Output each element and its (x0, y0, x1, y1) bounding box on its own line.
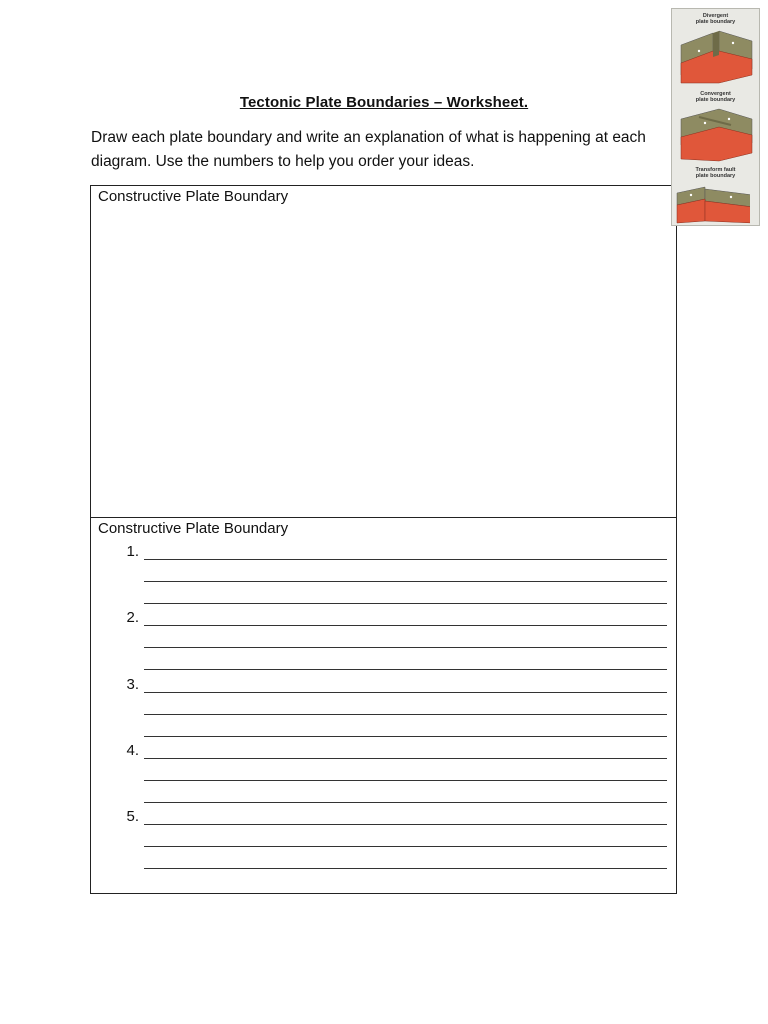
instructions-text: Draw each plate boundary and write an explanation of what is happening at each diagram. Use the numbers to help you order your ideas. (91, 129, 646, 170)
explanation-box (90, 517, 677, 894)
convergent-boundary-diagram (679, 105, 754, 163)
answer-line[interactable] (144, 868, 667, 869)
item-number-1: 1. (126, 543, 139, 560)
drawing-box-label: Constructive Plate Boundary (98, 188, 289, 205)
transform-boundary-diagram (675, 183, 750, 225)
drawing-box[interactable] (90, 185, 677, 518)
answer-line[interactable] (144, 802, 667, 803)
plate-boundaries-reference-image (671, 8, 760, 226)
answer-line[interactable] (144, 714, 667, 715)
item-number-4: 4. (126, 742, 139, 759)
transform-caption: Transform fault plate boundary (695, 167, 736, 179)
answer-line[interactable] (144, 625, 667, 626)
answer-line[interactable] (144, 846, 667, 847)
divergent-boundary-diagram (679, 27, 754, 85)
answer-line[interactable] (144, 559, 667, 560)
answer-line[interactable] (144, 736, 667, 737)
answer-line[interactable] (144, 824, 667, 825)
convergent-caption: Convergent plate boundary (695, 91, 736, 103)
explanation-box-label: Constructive Plate Boundary (98, 520, 289, 537)
answer-line[interactable] (144, 780, 667, 781)
item-number-5: 5. (126, 808, 139, 825)
answer-line[interactable] (144, 758, 667, 759)
item-number-2: 2. (126, 609, 139, 626)
answer-line[interactable] (144, 647, 667, 648)
answer-line[interactable] (144, 603, 667, 604)
answer-line[interactable] (144, 669, 667, 670)
item-number-3: 3. (126, 676, 139, 693)
divergent-caption: Divergent plate boundary (695, 13, 736, 25)
answer-line[interactable] (144, 692, 667, 693)
worksheet-title: Tectonic Plate Boundaries – Worksheet. (239, 94, 529, 111)
answer-line[interactable] (144, 581, 667, 582)
